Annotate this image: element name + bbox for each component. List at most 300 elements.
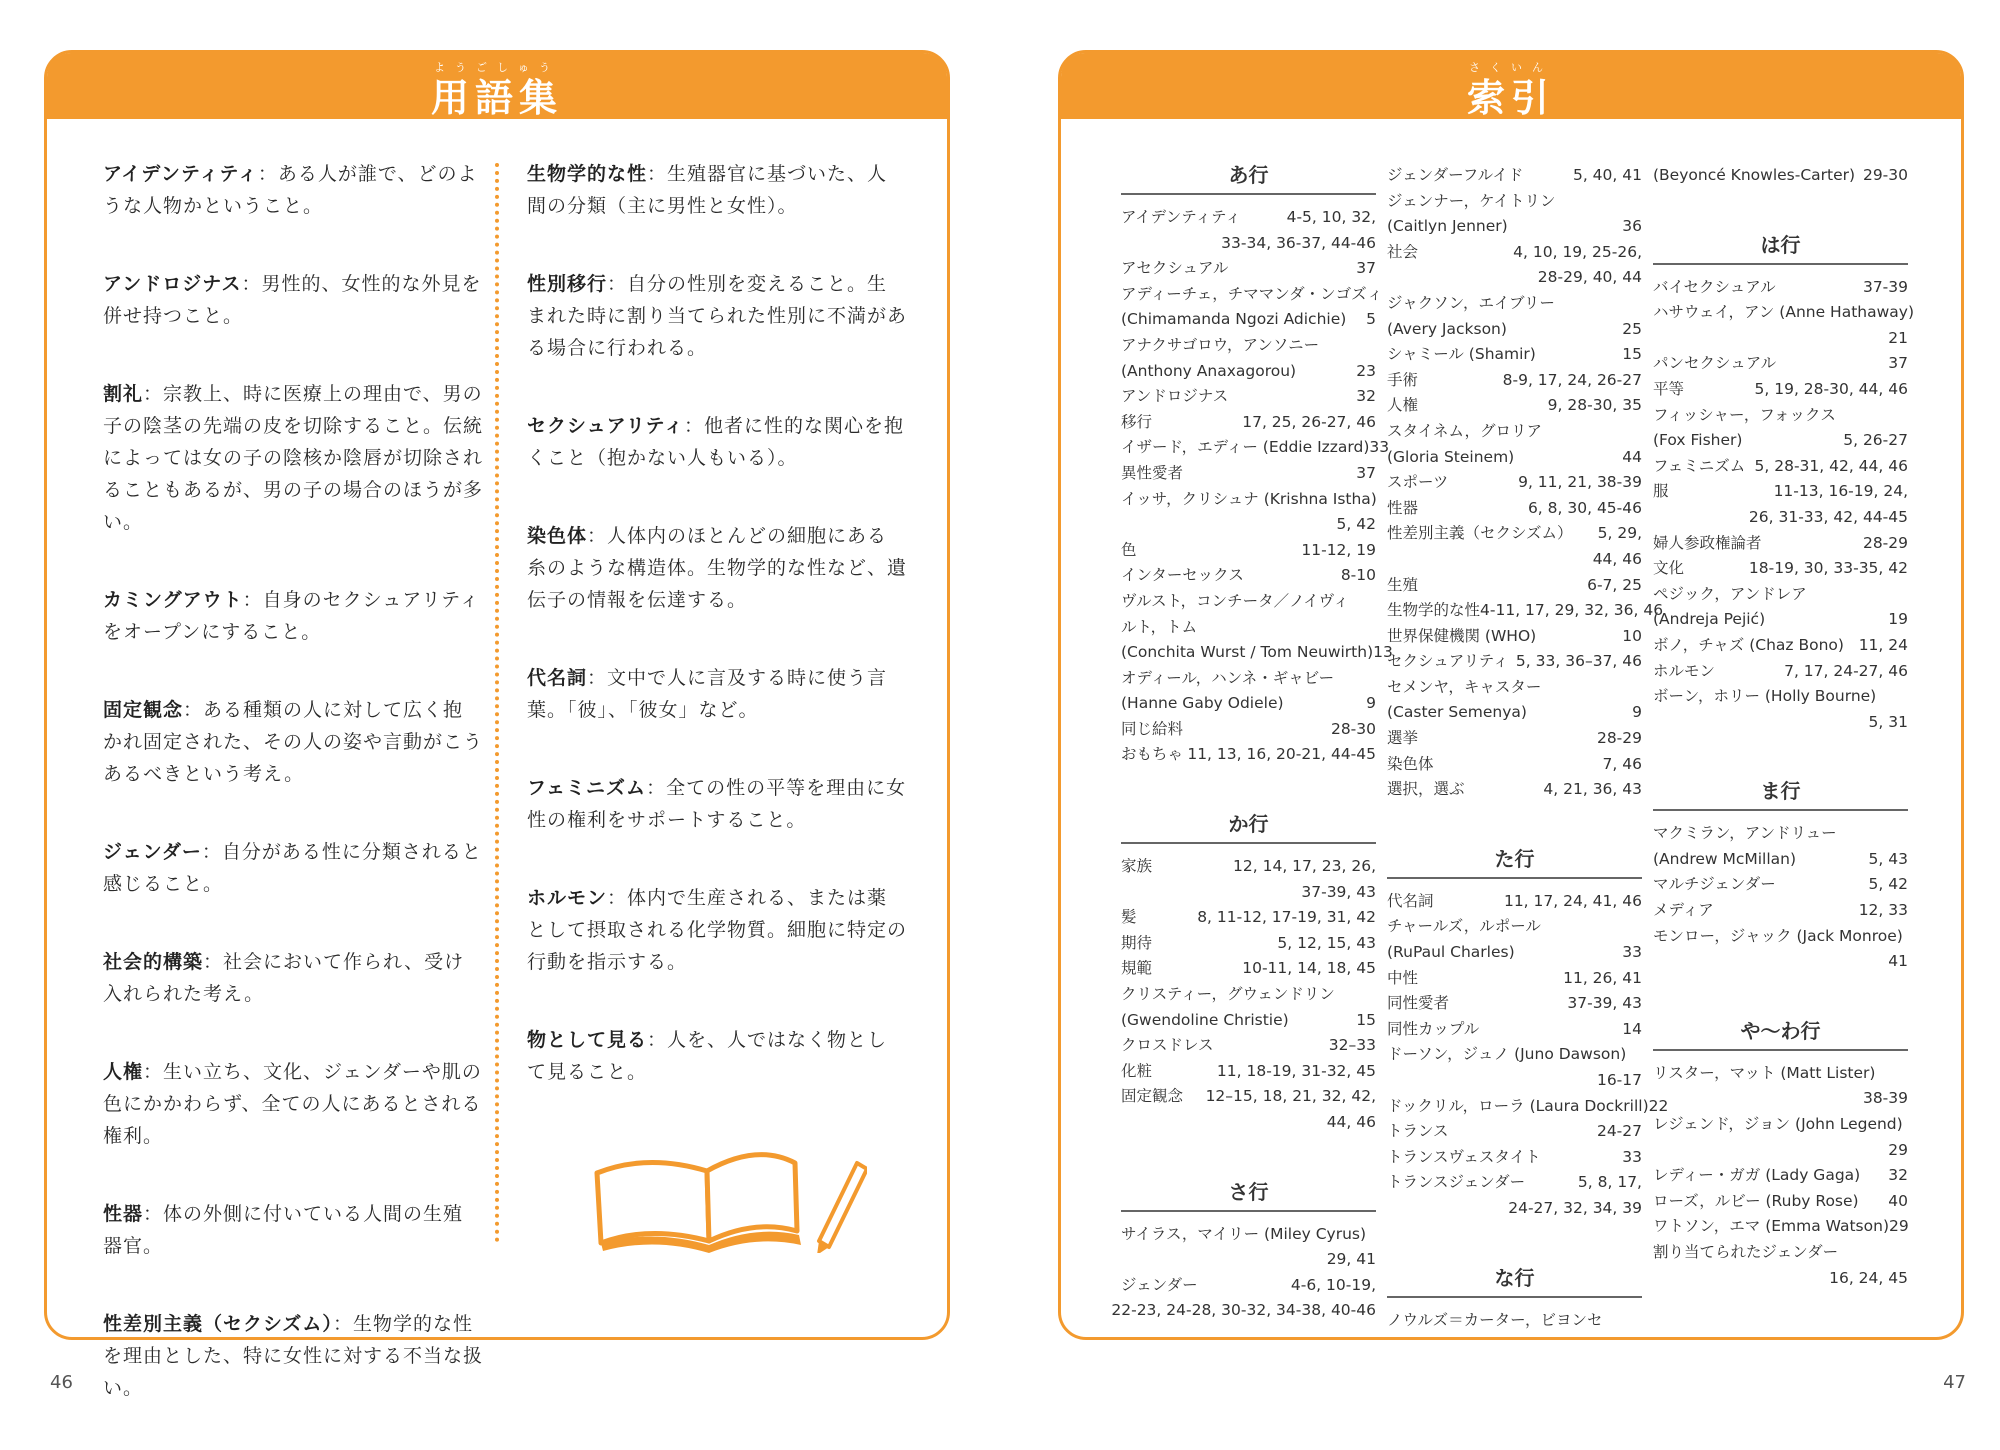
index-term: 服 — [1653, 482, 1669, 501]
index-term: レジェンド，ジョン (John Legend) — [1653, 1115, 1903, 1134]
index-pages: 44, 46 — [1592, 549, 1642, 568]
index-term: 選択，選ぶ — [1387, 780, 1465, 799]
index-pages: 5, 28-31, 42, 44, 46 — [1754, 456, 1908, 475]
index-entry — [1387, 1145, 1642, 1171]
index-pages: 4-5, 10, 32, — [1286, 208, 1376, 226]
index-entry — [1653, 847, 1908, 873]
glossary-term: 染色体 — [527, 525, 588, 547]
index-term: 規範 — [1121, 959, 1153, 978]
index-term: ジェンダーフルイド — [1387, 166, 1524, 184]
index-entry — [1387, 547, 1642, 573]
index-section-heading: さ行 — [1121, 1180, 1376, 1212]
index-entry — [1653, 1061, 1908, 1087]
index-entry — [1653, 505, 1908, 531]
index-pages: 5, 8, 17, — [1577, 1173, 1642, 1192]
index-term: トランスヴェスタイト — [1387, 1147, 1541, 1166]
index-term: レディー・ガガ (Lady Gaga) — [1653, 1166, 1861, 1185]
index-pages: 4-11, 17, 29, 32, 36, 46 — [1480, 601, 1664, 620]
index-term: 世界保健機関 (WHO) — [1387, 626, 1537, 645]
index-pages: 11, 13, 16, 20-21, 44-45 — [1187, 745, 1376, 764]
index-entry — [1387, 914, 1642, 940]
index-term: ボノ，チャズ (Chaz Bono) — [1653, 635, 1844, 654]
index-entry — [1653, 1112, 1908, 1138]
index-pages: 14 — [1622, 1019, 1642, 1038]
index-term: アディーチェ，チママンダ・ンゴズィ — [1121, 284, 1383, 303]
index-pages: 5, 26-27 — [1843, 431, 1908, 450]
index-pages: 37-39 — [1862, 277, 1908, 296]
index-entry — [1653, 1189, 1908, 1215]
glossary-entry — [103, 1056, 483, 1152]
index-pages: 9, 11, 21, 38-39 — [1518, 473, 1642, 492]
index-term: サイラス，マイリー (Miley Cyrus) — [1121, 1224, 1367, 1243]
glossary-definition: ：ある種類の人に対して広く抱かれ固定された、その人の姿や言動がこうあるべきという考え。 — [103, 699, 484, 785]
index-term: オディール，ハンネ・ギャビー — [1121, 668, 1335, 687]
index-pages: 29 — [1889, 1217, 1909, 1236]
index-entry — [1121, 487, 1376, 513]
index-section-heading: や〜わ行 — [1653, 1019, 1908, 1051]
glossary-title: 用語集 — [430, 76, 563, 120]
index-pages: 32 — [1356, 387, 1376, 406]
index-entry — [1653, 479, 1908, 505]
index-pages: 37 — [1356, 463, 1376, 482]
glossary-column-2 — [527, 158, 907, 1134]
index-entry — [1387, 966, 1642, 992]
glossary-definition: ：人を、人ではなく物として見ること。 — [527, 1029, 888, 1083]
index-entry — [1653, 556, 1908, 582]
glossary-definition: ：男性的、女性的な外見を併せ持つこと。 — [103, 273, 482, 327]
glossary-term: フェミニズム — [527, 777, 647, 799]
index-entry — [1653, 659, 1908, 685]
index-entry — [1387, 265, 1642, 291]
index-entry — [1653, 710, 1908, 736]
glossary-definition: ：生殖器官に基づいた、人間の分類（主に男性と女性）。 — [527, 163, 888, 217]
index-pages: 24-27 — [1596, 1122, 1642, 1141]
glossary-entry — [527, 882, 907, 978]
index-entry — [1653, 403, 1908, 429]
index-term: (Hanne Gaby Odiele) — [1121, 694, 1284, 713]
page-number-right: 47 — [1943, 1372, 1966, 1393]
pencil-icon — [817, 1163, 867, 1253]
index-term: ジェンダー — [1121, 1275, 1198, 1294]
index-entry — [1387, 393, 1642, 419]
index-term: チャールズ，ルポール — [1387, 917, 1541, 936]
index-pages: 26, 31-33, 42, 44-45 — [1748, 507, 1908, 526]
section-gap — [1121, 768, 1376, 798]
index-entry — [1653, 898, 1908, 924]
glossary-definition: ：社会において作られ、受け入れられた考え。 — [103, 951, 465, 1005]
index-pages: 28-29, 40, 44 — [1537, 268, 1642, 287]
index-entry — [1121, 717, 1376, 743]
index-term: 同じ給料 — [1121, 719, 1184, 738]
index-entry — [1111, 1298, 1376, 1324]
index-entry — [1121, 905, 1376, 931]
index-term: モンロー，ジャック (Jack Monroe) — [1653, 926, 1903, 945]
index-entry — [1121, 1008, 1376, 1034]
glossary-definition: ：他者に性的な関心を抱くこと（抱かない人もいる）。 — [527, 415, 904, 469]
index-entry — [1387, 991, 1642, 1017]
glossary-term: 人権 — [103, 1061, 144, 1083]
index-pages: 24-27, 32, 34, 39 — [1508, 1198, 1642, 1217]
glossary-definition: ：宗教上、時に医療上の理由で、男の子の陰茎の先端の皮を切除すること。伝統によっては女の子の陰核か陰唇が切除されることもあるが、男の子の場合のほうが多い。 — [103, 383, 484, 533]
glossary-term: 性器 — [103, 1203, 144, 1225]
index-entry — [1387, 240, 1642, 266]
index-term: ドーソン，ジュノ (Juno Dawson) — [1387, 1045, 1627, 1064]
index-term: ハサウェイ，アン (Anne Hathaway) — [1653, 303, 1915, 322]
index-term: 人権 — [1387, 396, 1419, 415]
glossary-term: 性別移行 — [527, 273, 608, 295]
glossary-term: 物として見る — [527, 1029, 648, 1051]
glossary-entry — [103, 158, 483, 222]
index-term: イッサ，クリシュナ (Krishna Istha) — [1121, 489, 1377, 508]
index-section-heading: ま行 — [1653, 779, 1908, 811]
index-pages: 7, 17, 24-27, 46 — [1784, 661, 1908, 680]
index-term: アンドロジナス — [1121, 387, 1229, 406]
index-entry — [1121, 1059, 1376, 1085]
index-entry — [1653, 821, 1908, 847]
index-entry — [1121, 512, 1376, 538]
index-pages: 44 — [1622, 447, 1642, 466]
index-entry — [1387, 189, 1642, 215]
index-entry — [1387, 726, 1642, 752]
index-pages: 4, 21, 36, 43 — [1543, 780, 1642, 799]
index-term: トランス — [1387, 1122, 1449, 1141]
index-entry — [1653, 633, 1908, 659]
index-term: (Beyoncé Knowles-Carter) — [1653, 166, 1856, 184]
index-entry — [1387, 1068, 1642, 1094]
index-pages: 4, 10, 19, 25-26, — [1513, 242, 1642, 261]
index-pages: 17, 25, 26-27, 46 — [1242, 412, 1376, 431]
index-pages: 13 — [1373, 643, 1393, 662]
index-term: 異性愛者 — [1121, 463, 1184, 482]
index-entry — [1387, 317, 1642, 343]
index-pages: 16, 24, 45 — [1829, 1268, 1908, 1287]
index-entry — [1387, 624, 1642, 650]
index-term: トランスジェンダー — [1387, 1173, 1526, 1192]
open-book-icon — [597, 1155, 801, 1253]
index-pages: 37-39, 43 — [1301, 882, 1376, 901]
index-entry — [1121, 1273, 1376, 1299]
glossary-column-1 — [103, 158, 483, 1450]
index-term: おもちゃ — [1121, 745, 1184, 764]
glossary-entry — [103, 946, 483, 1010]
index-entry — [1121, 205, 1376, 231]
index-entry — [1387, 1042, 1642, 1068]
index-entry — [1653, 924, 1908, 950]
index-pages: 8-9, 17, 24, 26-27 — [1502, 370, 1642, 389]
index-pages: 18-19, 30, 33-35, 42 — [1748, 559, 1908, 578]
index-section-heading: な行 — [1387, 1266, 1642, 1298]
index-pages: 5, 42 — [1336, 515, 1376, 534]
index-entry — [1121, 1033, 1376, 1059]
index-term: (Fox Fisher) — [1653, 431, 1743, 450]
index-pages: 22-23, 24-28, 30-32, 34-38, 40-46 — [1111, 1301, 1376, 1320]
index-entry — [1387, 777, 1642, 803]
index-term: (Gwendoline Christie) — [1121, 1010, 1289, 1029]
index-entry — [1653, 1163, 1908, 1189]
index-term: 社会 — [1387, 242, 1419, 261]
index-entry — [1387, 1196, 1642, 1222]
index-entry — [1653, 454, 1908, 480]
index-entry — [1653, 1240, 1908, 1266]
index-term: クリスティー，グウェンドリン — [1121, 985, 1335, 1004]
dotted-divider — [495, 163, 499, 1243]
index-term: スポーツ — [1387, 473, 1449, 492]
glossary-entry — [527, 772, 907, 836]
index-pages: 11, 26, 41 — [1563, 968, 1642, 987]
index-entry — [1387, 889, 1642, 915]
index-pages: 8, 11-12, 17-19, 31, 42 — [1197, 908, 1376, 927]
glossary-title-ruby: ようごしゅう — [434, 61, 560, 74]
index-term: 割り当てられたジェンダー — [1653, 1243, 1839, 1261]
index-entry — [1121, 931, 1376, 957]
index-term: 性差別主義（セクシズム） — [1387, 524, 1573, 543]
index-entry — [1121, 691, 1376, 717]
glossary-term: カミングアウト — [103, 589, 243, 611]
index-term: ジャクソン，エイブリー — [1387, 293, 1555, 312]
index-section-heading: あ行 — [1121, 163, 1376, 195]
index-pages: 28-29 — [1862, 533, 1908, 552]
index-entry — [1121, 435, 1390, 461]
index-entry — [1653, 377, 1908, 403]
index-entry — [1121, 640, 1393, 666]
index-entry — [1387, 342, 1642, 368]
index-pages: 11-13, 16-19, 24, — [1773, 482, 1908, 501]
index-term: アナクサゴロウ，アンソニー — [1121, 335, 1320, 354]
index-term: ノウルズ＝カーター，ビヨンセ — [1387, 1310, 1603, 1329]
index-entry — [1653, 531, 1908, 557]
index-pages: 12, 33 — [1858, 901, 1908, 920]
glossary-entry — [527, 520, 907, 616]
index-term: ローズ，ルビー (Ruby Rose) — [1653, 1191, 1859, 1210]
index-pages: 5, 29, — [1597, 524, 1642, 543]
index-pages: 29-30 — [1862, 166, 1908, 184]
index-pages: 37 — [1356, 259, 1376, 278]
index-term: アイデンティティ — [1121, 208, 1241, 226]
section-gap — [1121, 1136, 1376, 1166]
index-pages: 16-17 — [1596, 1071, 1642, 1089]
index-pages: 12–15, 18, 21, 32, 42, — [1205, 1087, 1376, 1106]
index-pages: 32–33 — [1328, 1036, 1376, 1055]
index-term: フィッシャー，フォックス — [1653, 405, 1836, 424]
index-term: イザード，エディー (Eddie Izzard) — [1121, 438, 1370, 457]
glossary-term: アイデンティティ — [103, 163, 258, 185]
index-entry — [1387, 521, 1642, 547]
index-term: リスター，マット (Matt Lister) — [1653, 1063, 1876, 1082]
index-pages: 38-39 — [1862, 1089, 1908, 1108]
index-pages: 5, 33, 36–37, 46 — [1515, 652, 1642, 671]
index-term: ルト，トム — [1121, 617, 1198, 636]
index-pages: 15 — [1356, 1010, 1376, 1029]
index-pages: 21 — [1888, 328, 1908, 347]
index-term: 同性カップル — [1387, 1019, 1480, 1038]
index-entry — [1121, 982, 1376, 1008]
index-entry — [1653, 582, 1908, 608]
section-gap — [1387, 1222, 1642, 1252]
index-term: 手術 — [1387, 370, 1419, 389]
index-pages: 25 — [1622, 319, 1642, 338]
index-entry — [1387, 752, 1642, 778]
glossary-term: ホルモン — [527, 887, 608, 909]
index-term: 髪 — [1121, 908, 1137, 927]
index-pages: 5 — [1366, 310, 1376, 329]
index-entry — [1387, 675, 1642, 701]
index-pages: 12, 14, 17, 23, 26, — [1233, 857, 1376, 876]
index-entry — [1121, 563, 1376, 589]
index-term: シャミール (Shamir) — [1387, 345, 1536, 364]
index-term: (Gloria Steinem) — [1387, 447, 1515, 466]
index-term: 期待 — [1121, 933, 1153, 952]
index-entry — [1121, 333, 1376, 359]
index-entry — [1121, 854, 1376, 880]
index-entry — [1121, 256, 1376, 282]
index-section-heading: は行 — [1653, 233, 1908, 265]
index-pages: 37 — [1888, 354, 1908, 373]
index-entry — [1121, 1084, 1376, 1110]
index-pages: 41 — [1888, 952, 1908, 971]
index-term: バイセクシュアル — [1653, 277, 1776, 296]
index-pages: 28-30 — [1330, 719, 1376, 738]
index-term: (RuPaul Charles) — [1387, 943, 1515, 962]
index-column-3 — [1653, 163, 1915, 1291]
index-entry — [1121, 307, 1376, 333]
index-term: 色 — [1121, 540, 1137, 559]
index-pages: 5, 19, 28-30, 44, 46 — [1754, 379, 1908, 398]
glossary-definition: ：体の外側に付いている人間の生殖器官。 — [103, 1203, 464, 1257]
index-title: 索引 — [1466, 76, 1555, 120]
index-entry — [1653, 1266, 1908, 1292]
index-pages: 7, 46 — [1602, 754, 1642, 773]
glossary-definition: ：文中で人に言及する時に使う言葉。「彼」、「彼女」など。 — [527, 667, 888, 721]
index-entry — [1387, 700, 1642, 726]
index-pages: 33 — [1622, 943, 1642, 962]
glossary-term: アンドロジナス — [103, 273, 242, 295]
index-entry — [1121, 359, 1376, 385]
index-entry — [1653, 684, 1908, 710]
index-term: ヴルスト，コンチータ／ノイヴィ — [1121, 591, 1349, 610]
index-entry — [1121, 384, 1376, 410]
index-term: 化粧 — [1121, 1061, 1153, 1080]
index-entry — [1121, 666, 1376, 692]
index-entry — [1121, 1110, 1376, 1136]
glossary-term: 社会的構築 — [103, 951, 204, 973]
index-panel — [1058, 50, 1964, 1340]
glossary-definition: ：自分がある性に分類されると感じること。 — [103, 841, 482, 895]
index-entry — [1387, 470, 1642, 496]
index-entry — [1387, 496, 1642, 522]
index-term: 固定観念 — [1121, 1087, 1184, 1106]
glossary-entry — [103, 836, 483, 900]
index-term: 移行 — [1121, 412, 1153, 431]
index-term: 婦人参政権論者 — [1653, 533, 1762, 552]
glossary-entry — [527, 410, 907, 474]
index-term: 中性 — [1387, 968, 1419, 987]
index-term: アセクシュアル — [1121, 259, 1229, 278]
section-gap — [1653, 735, 1908, 765]
index-term: ボーン，ホリー (Holly Bourne) — [1653, 687, 1877, 706]
index-term: 生殖 — [1387, 575, 1419, 594]
index-entry — [1387, 1094, 1669, 1120]
index-entry — [1653, 607, 1908, 633]
index-term: 生物学的な性 — [1387, 601, 1481, 620]
index-pages: 11-12, 19 — [1301, 540, 1376, 559]
index-term: 文化 — [1653, 559, 1685, 578]
index-term: (Andreja Pejić) — [1653, 610, 1766, 629]
index-term: ホルモン — [1653, 661, 1716, 680]
index-term: (Anthony Anaxagorou) — [1121, 361, 1297, 380]
index-term: 家族 — [1121, 857, 1153, 876]
glossary-definition: ：生物学的な性を理由とした、特に女性に対する不当な扱い。 — [103, 1313, 484, 1399]
index-entry — [1653, 1138, 1908, 1164]
index-term: ワトソン，エマ (Emma Watson) — [1653, 1217, 1889, 1236]
index-pages: 5, 31 — [1868, 712, 1908, 731]
index-entry — [1653, 351, 1908, 377]
index-pages: 44, 46 — [1326, 1113, 1376, 1131]
index-entry — [1121, 880, 1376, 906]
index-pages: 29, 41 — [1326, 1250, 1376, 1269]
glossary-entry — [103, 694, 483, 790]
index-pages: 28-29 — [1596, 729, 1642, 748]
index-entry — [1121, 231, 1376, 257]
index-entry — [1121, 282, 1383, 308]
index-term: マルチジェンダー — [1653, 875, 1776, 894]
index-entry — [1387, 163, 1642, 189]
index-term: フェミニズム — [1653, 456, 1746, 475]
index-entry — [1653, 300, 1915, 326]
index-entry — [1387, 940, 1642, 966]
index-entry — [1121, 1247, 1376, 1273]
glossary-entry — [103, 268, 483, 332]
glossary-term: 割礼 — [103, 383, 144, 405]
index-term: 平等 — [1653, 379, 1685, 398]
index-pages: 8-10 — [1340, 566, 1376, 585]
index-pages: 23 — [1356, 361, 1376, 380]
glossary-definition: ：全ての性の平等を理由に女性の権利をサポートすること。 — [527, 777, 907, 831]
index-entry — [1387, 1119, 1642, 1145]
index-term: 性器 — [1387, 498, 1419, 517]
index-term: マクミラン，アンドリュー — [1653, 824, 1837, 843]
index-entry — [1653, 949, 1908, 975]
index-pages: 5, 42 — [1868, 875, 1908, 894]
index-pages: 29 — [1888, 1140, 1908, 1159]
index-pages: 10-11, 14, 18, 45 — [1242, 959, 1376, 978]
index-pages: 36 — [1622, 217, 1642, 236]
glossary-definition: ：体内で生産される、または薬として摂取される化学物質。細胞に特定の行動を指示する。 — [527, 887, 908, 973]
glossary-header — [47, 53, 947, 119]
index-entry — [1121, 461, 1376, 487]
index-pages: 11, 17, 24, 41, 46 — [1503, 891, 1642, 910]
glossary-entry — [527, 1024, 907, 1088]
index-entry — [1387, 1170, 1642, 1196]
glossary-term: セクシュアリティ — [527, 415, 684, 437]
index-entry — [1387, 573, 1642, 599]
glossary-term: ジェンダー — [103, 841, 202, 863]
index-entry — [1387, 649, 1642, 675]
book-pencil-illustration — [587, 1133, 867, 1253]
index-entry — [1387, 419, 1642, 445]
index-entry — [1653, 275, 1908, 301]
index-entry — [1387, 368, 1642, 394]
glossary-entry — [103, 1308, 483, 1404]
index-pages: 9 — [1366, 694, 1376, 713]
glossary-entry — [103, 378, 483, 538]
index-title-ruby: さくいん — [1469, 61, 1553, 74]
glossary-definition: ：自身のセクシュアリティをオープンにすること。 — [103, 589, 480, 643]
glossary-definition: ：人体内のほとんどの細胞にある糸のような構造体。生物学的な性など、遺伝子の情報を伝達する。 — [527, 525, 908, 611]
index-pages: 33 — [1369, 438, 1390, 457]
index-pages: 37-39, 43 — [1567, 994, 1642, 1013]
section-gap — [1387, 803, 1642, 833]
index-entry — [1121, 410, 1376, 436]
